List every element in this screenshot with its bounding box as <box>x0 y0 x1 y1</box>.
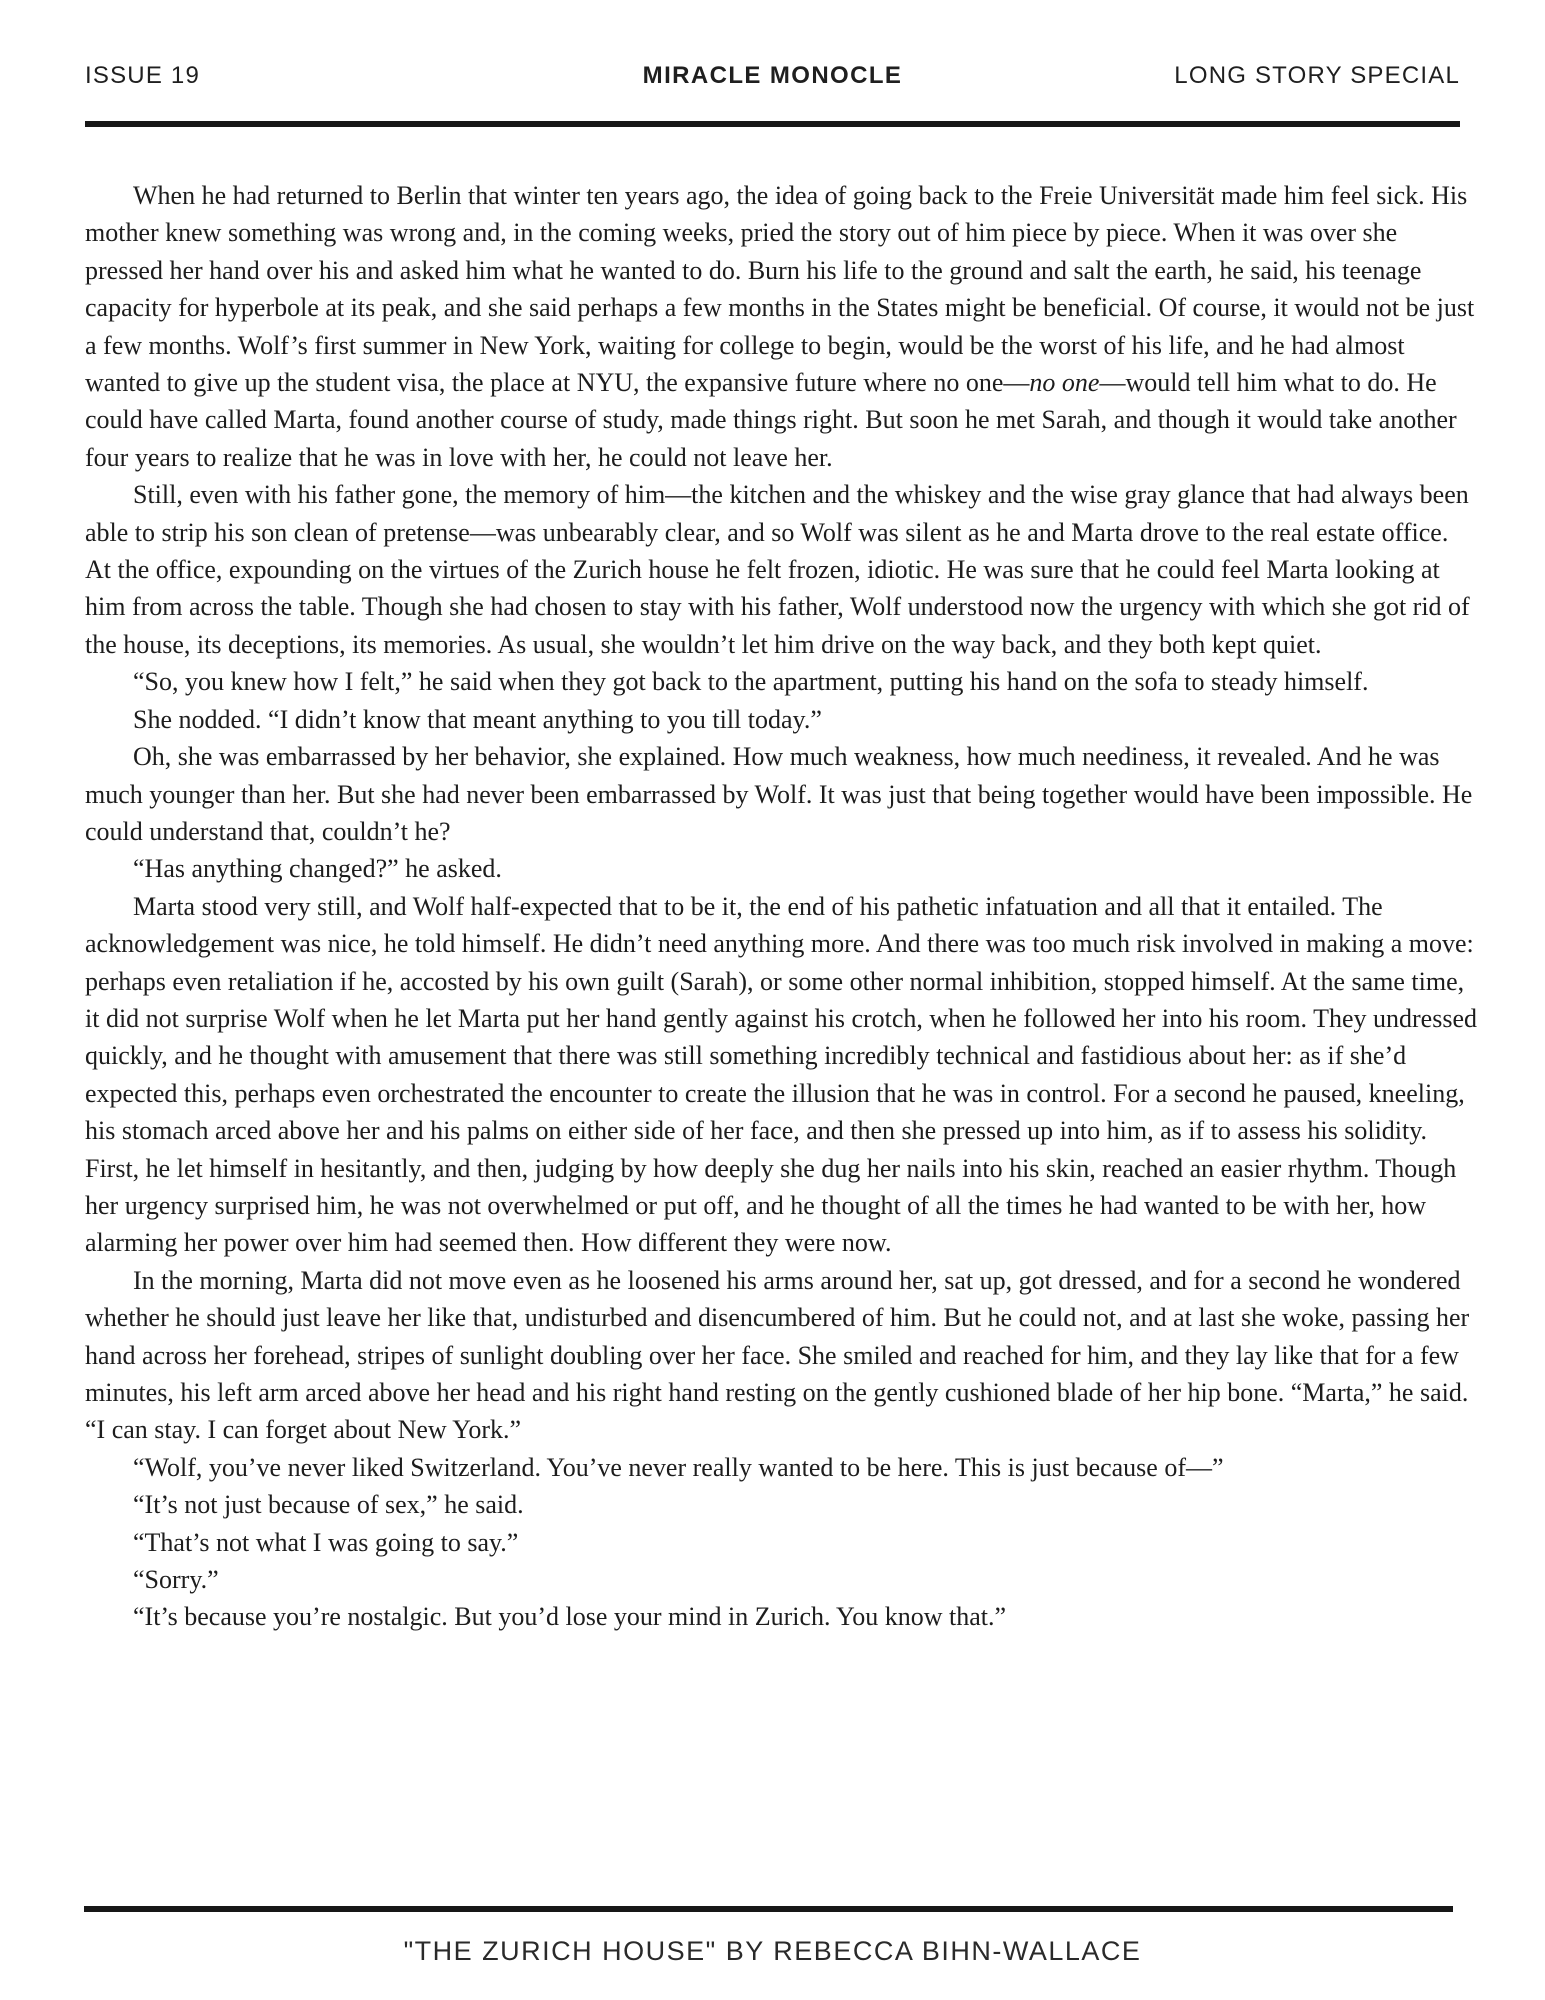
footer-rule <box>84 1906 1453 1912</box>
story-paragraph <box>85 663 1477 700</box>
text-run: Marta stood very still, and Wolf half-expected that to be it, the end of his pathetic infatuation and all that it entailed. The acknowledgement was nice, he told himself. He didn’t need anything more. And there was too much risk involved in making a move: perhaps even retaliation if he, accosted by his own guilt (Sarah), or some other normal inhibition, stopped himself. At the same time, it did not surprise Wolf when he let Marta put her hand gently against his crotch, when he followed her into his room. They undressed quickly, and he thought with amusement that there was still something incredibly technical and fastidious about her: as if she’d expected this, perhaps even orchestrated the encounter to create the illusion that he was in control. For a second he paused, kneeling, his stomach arced above her and his palms on either side of her face, and then she pressed up into him, as if to assess his solidity. First, he let himself in hesitantly, and then, judging by how deeply she dug her nails into his skin, reached an easier rhythm. Though her urgency surprised him, he was not overwhelmed or put off, and he thought of all the times he had wanted to be with her, how alarming her power over him had seemed then. How different they were now. <box>85 891 1477 1258</box>
text-run: Still, even with his father gone, the memory of him—the kitchen and the whiskey and the wise gray glance that had always been able to strip his son clean of pretense—was unbearably clear, and so Wolf was silent as he and Marta drove to the real estate office. At the office, expounding on the virtues of the Zurich house he felt frozen, idiotic. He was sure that he could feel Marta looking at him from across the table. Though she had chosen to stay with his father, Wolf understood now the urgency with which she got rid of the house, its deceptions, its memories. As usual, she wouldn’t let him drive on the way back, and they both kept quiet. <box>85 480 1470 659</box>
text-run: —would tell him what to do. He could have called Marta, found another course of study, made things right. But soon he met Sarah, and though it would take another four years to realize that he was in love with her, he could not leave her. <box>85 368 1457 472</box>
story-paragraph <box>85 476 1477 663</box>
story-paragraph <box>85 1561 1477 1598</box>
story-paragraph <box>85 1524 1477 1561</box>
story-paragraph <box>85 850 1477 887</box>
story-paragraph <box>85 1486 1477 1523</box>
story-body <box>85 177 1477 1636</box>
text-run: She nodded. “I didn’t know that meant anything to you till today.” <box>133 704 822 734</box>
header-rule <box>85 121 1460 127</box>
text-run: “Wolf, you’ve never liked Switzerland. You’ve never really wanted to be here. This is just because of—” <box>133 1452 1224 1482</box>
text-run: “It’s because you’re nostalgic. But you’d lose your mind in Zurich. You know that.” <box>133 1602 1007 1632</box>
text-run: “Sorry.” <box>133 1565 219 1595</box>
text-run: “Has anything changed?” he asked. <box>133 854 502 884</box>
special-label: LONG STORY SPECIAL <box>1174 62 1460 89</box>
text-run: In the morning, Marta did not move even as he loosened his arms around her, sat up, got dressed, and for a second he wondered whether he should just leave her like that, undisturbed and disencumbered of him. But he could not, and at last she woke, passing her hand across her forehead, stripes of sunlight doubling over her face. She smiled and reached for him, and they lay like that for a few minutes, his left arm arced above her head and his right hand resting on the gently cushioned blade of her hip bone. “Marta,” he said. “I can stay. I can forget about New York.” <box>85 1265 1470 1445</box>
issue-label: ISSUE 19 <box>85 62 200 89</box>
story-paragraph <box>85 1449 1477 1486</box>
text-run: “That’s not what I was going to say.” <box>133 1527 519 1557</box>
story-paragraph <box>85 1598 1477 1635</box>
journal-title: MIRACLE MONOCLE <box>642 62 903 89</box>
story-paragraph <box>85 1262 1477 1449</box>
story-paragraph <box>85 738 1477 850</box>
text-run: When he had returned to Berlin that winter ten years ago, the idea of going back to the Freie Universität made him feel sick. His mother knew something was wrong and, in the coming weeks, pried the story out of him piece by piece. When it was over she pressed her hand over his and asked him what he wanted to do. Burn his life to the ground and salt the earth, he said, his teenage capacity for hyperbole at its peak, and she said perhaps a few months in the States might be beneficial. Of course, it would not be just a few months. Wolf’s first summer in New York, waiting for college to begin, would be the worst of his life, and he had almost wanted to give up the student visa, the place at NYU, the expansive future where no one— <box>85 181 1475 398</box>
text-run: “It’s not just because of sex,” he said. <box>133 1490 524 1520</box>
story-title-byline: "THE ZURICH HOUSE" BY REBECCA BIHN-WALLACE <box>403 1936 1142 1966</box>
text-run: “So, you knew how I felt,” he said when they got back to the apartment, putting his hand on the sofa to steady himself. <box>133 667 1369 697</box>
running-header <box>85 0 1460 90</box>
story-paragraph <box>85 701 1477 738</box>
story-paragraph <box>85 177 1477 476</box>
italic-run: no one <box>1029 368 1100 398</box>
text-run: Oh, she was embarrassed by her behavior, she explained. How much weakness, how much neediness, it revealed. And he was much younger than her. But she had never been embarrassed by Wolf. It was just that being together would have been impossible. He could understand that, couldn’t he? <box>85 742 1473 846</box>
story-paragraph <box>85 888 1477 1262</box>
